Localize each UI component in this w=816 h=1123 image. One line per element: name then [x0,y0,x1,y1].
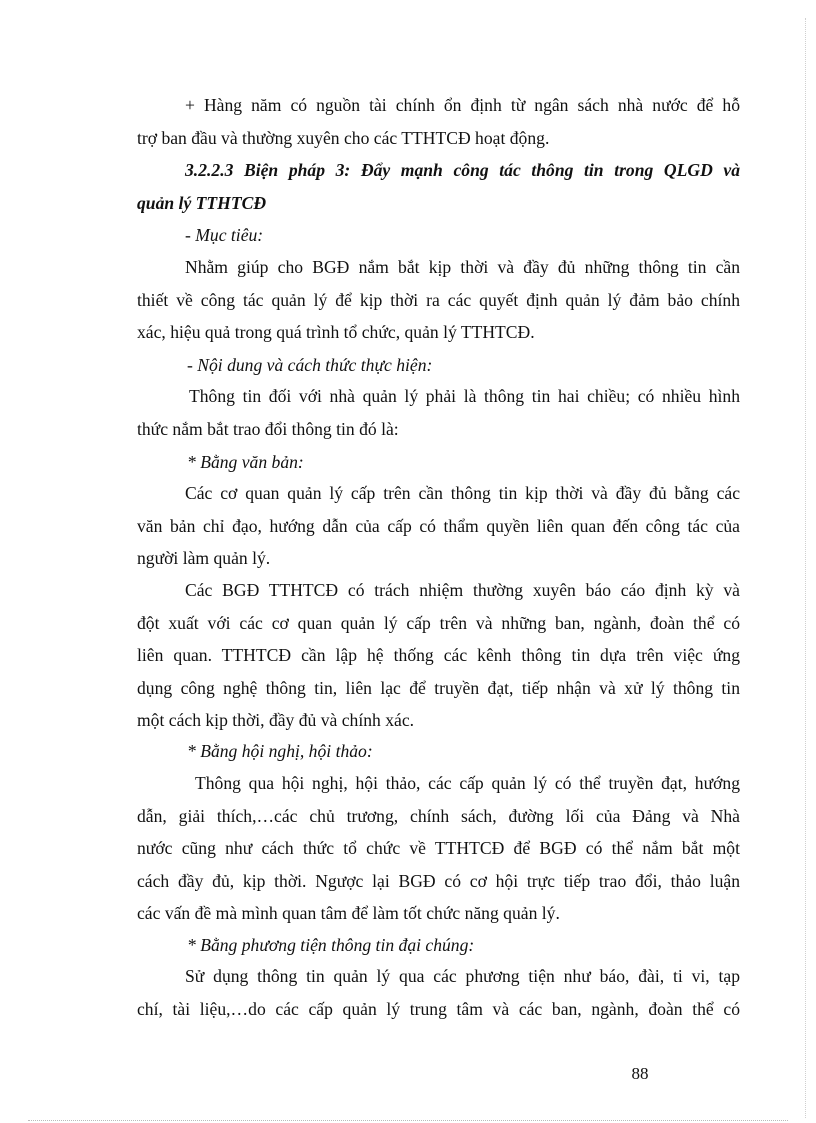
text-line: + Hàng năm có nguồn tài chính ổn định từ ngân sách nhà nước để hỗ [185,95,740,115]
text-line: thức nắm bắt trao đổi thông tin đó là: [137,418,399,439]
heading-line: 3.2.2.3 Biện pháp 3: Đẩy mạnh công tác thông tin trong QLGD và [185,160,740,180]
text-line: thiết về công tác quản lý để kịp thời ra các quyết định quản lý đảm bảo chính [137,289,740,310]
paragraph-two-way-info [137,380,740,445]
text-line: các vấn đề mà mình quan tâm để làm tốt chức năng quản lý. [137,903,560,923]
paragraph-objective [137,251,740,349]
text-line: Thông tin đối với nhà quản lý phải là thông tin hai chiều; có nhiều hình [189,386,740,406]
paragraph-documents [137,477,740,575]
paragraph-reporting [137,574,740,737]
text-line: * Bằng văn bản: [187,452,304,472]
text-line: Thông qua hội nghị, hội thảo, các cấp quản lý có thể truyền đạt, hướng [195,773,740,793]
text-line: Các cơ quan quản lý cấp trên cần thông tin kịp thời và đầy đủ bằng các [185,483,740,503]
text-line: chí, tài liệu,…do các cấp quản lý trung tâm và các ban, ngành, đoàn thể có [137,998,740,1019]
text-line: Các BGĐ TTHTCĐ có trách nhiệm thường xuyên báo cáo định kỳ và [185,580,740,600]
subheading-content [137,349,740,382]
text-line: một cách kịp thời, đầy đủ và chính xác. [137,710,415,730]
text-line: người làm quản lý. [137,548,271,568]
page-bottom-rule [28,1120,788,1121]
subheading-conferences [137,735,740,768]
heading-line: quản lý TTHTCĐ [137,192,267,213]
page-number: 88 [631,1064,649,1083]
subheading-mass-media [137,929,740,962]
page-edge-rule [805,18,806,1118]
paragraph-financing [137,89,740,154]
text-line: cách đầy đủ, kịp thời. Ngược lại BGĐ có cơ hội trực tiếp trao đổi, thảo luận [137,870,740,891]
text-line: liên quan. TTHTCĐ cần lập hệ thống các kênh thông tin dựa trên việc ứng [137,645,740,665]
section-heading [137,154,740,219]
subheading-documents [137,446,740,479]
text-line: nước cũng như cách thức tổ chức về TTHTCĐ để BGĐ có thể nắm bắt một [137,838,740,858]
paragraph-conferences [137,767,740,930]
text-line: đột xuất với các cơ quan quản lý cấp trên và những ban, ngành, đoàn thể có [137,612,740,633]
text-line: - Mục tiêu: [185,225,264,245]
text-line: Nhằm giúp cho BGĐ nắm bắt kịp thời và đầy đủ những thông tin cần [185,257,740,277]
text-line: dẫn, giải thích,…các chủ trương, chính sách, đường lối của Đảng và Nhà [137,805,740,826]
text-line: * Bằng hội nghị, hội thảo: [187,741,373,761]
text-line: dụng công nghệ thông tin, liên lạc để truyền đạt, tiếp nhận và xử lý thông tin [137,677,740,698]
text-line: xác, hiệu quả trong quá trình tổ chức, quản lý TTHTCĐ. [137,322,535,342]
text-line: Sử dụng thông tin quản lý qua các phương tiện như báo, đài, ti vi, tạp [185,966,740,986]
text-line: văn bản chỉ đạo, hướng dẫn của cấp có thẩm quyền liên quan đến công tác của [137,515,740,536]
paragraph-mass-media [137,960,740,1025]
subheading-objective [137,219,740,252]
text-line: trợ ban đầu và thường xuyên cho các TTHTCĐ hoạt động. [137,127,550,148]
text-line: - Nội dung và cách thức thực hiện: [187,355,433,375]
text-line: * Bằng phương tiện thông tin đại chúng: [187,935,475,955]
